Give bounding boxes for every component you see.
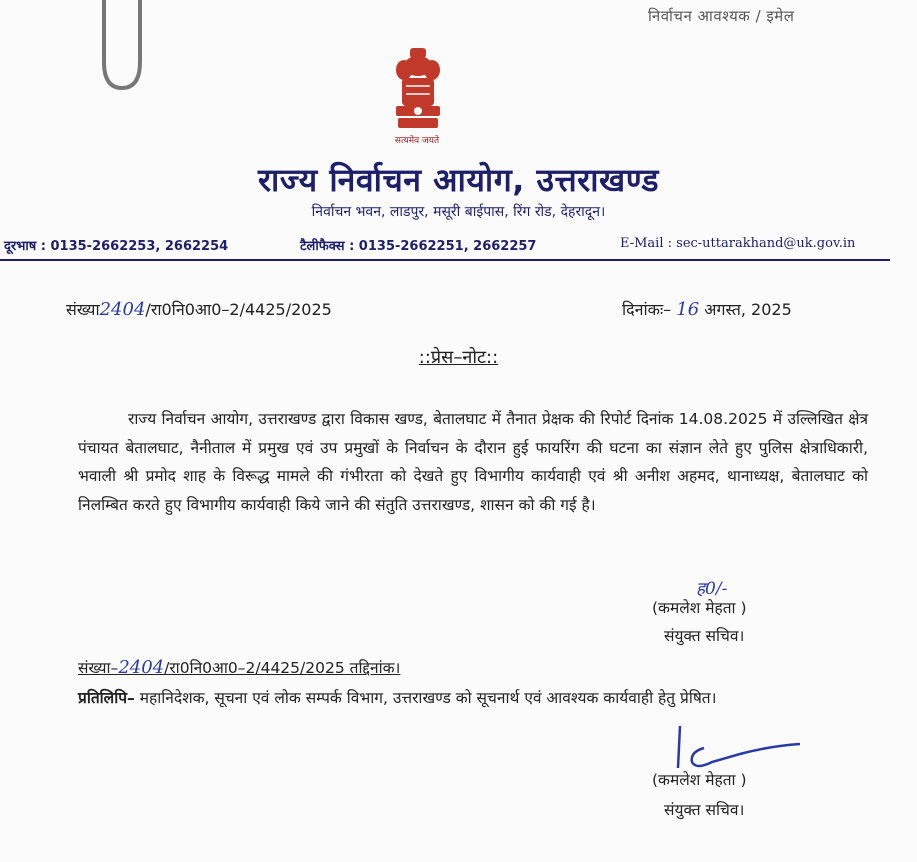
signed-mark: ह0/-	[696, 579, 728, 599]
national-emblem-icon	[388, 46, 448, 132]
date-label: दिनांकः–	[622, 300, 672, 319]
press-note-heading	[0, 345, 917, 369]
press-note-body	[78, 405, 868, 519]
date-day: 16	[676, 299, 700, 320]
copy-reference-suffix: /रा0नि0आ0–2/4425/2025 तद्दिनांक।	[164, 659, 401, 677]
signatory-name: (कमलेश मेहता )	[652, 599, 747, 617]
copy-reference-handwritten-number: 2404	[118, 657, 165, 678]
organization-address: निर्वाचन भवन, लाडपुर, मसूरी बाईपास, रिंग रोड, देहरादून।	[311, 204, 606, 220]
copy-to-section	[78, 684, 868, 712]
copy-reference-prefix: संख्या–	[78, 659, 119, 677]
press-note-label: ::प्रेस–नोट::	[418, 347, 499, 368]
telefax-numbers: टैलीफैक्स : 0135-2662251, 2662257	[300, 239, 537, 254]
phone-numbers: दूरभाष : 0135-2662253, 2662254	[4, 239, 229, 254]
emblem-motto: सत्यमेव जयते	[394, 136, 440, 146]
email-address: E-Mail : sec-uttarakhand@uk.gov.in	[620, 236, 856, 251]
reference-number	[66, 298, 332, 320]
organization-title: राज्य निर्वाचन आयोग, उत्तराखण्ड	[257, 161, 660, 199]
copy-text: महानिदेशक, सूचना एवं लोक सम्पर्क विभाग, उत्तराखण्ड को सूचनार्थ एवं आवश्यक कार्यवाही हेतु प्रेषित।	[139, 689, 717, 707]
document-date	[622, 298, 792, 320]
copy-reference-number	[78, 656, 400, 678]
paper-clip-icon	[96, 0, 156, 95]
reference-handwritten-number: 2404	[99, 299, 146, 320]
reference-suffix: /रा0नि0आ0–2/4425/2025	[145, 300, 332, 319]
signatory-designation-2: संयुक्त सचिव।	[664, 801, 745, 819]
signatory-name-2: (कमलेश मेहता )	[652, 771, 747, 789]
date-month-year: अगस्त, 2025	[704, 300, 792, 319]
signatory-designation: संयुक्त सचिव।	[664, 627, 745, 645]
body-paragraph: राज्य निर्वाचन आयोग, उत्तराखण्ड द्वारा विकास खण्ड, बेतालघाट में तैनात प्रेक्षक की रिपोर्ट दिनांक 14.08.2025 में उल्लिखित क्षेत्र पंचायत बेतालघाट, नैनीताल में प्रमुख एवं उप प्रमुखों के निर्वाचन के दौरान हुई फायरिंग की घटना का संज्ञान लेते हुए पुलिस क्षेत्राधिकारी, भवाली श्री प्रमोद शाह के विरूद्ध मामले की गंभीरता को देखते हुए विभागीय कार्यवाही एवं श्री अनीश अहमद, थानाध्यक्ष, बेतालघाट को निलम्बित करते हुए विभागीय कार्यवाही किये जाने की संतुति उत्तराखण्ड, शासन को की गई है।	[78, 410, 868, 514]
top-stamp-text: निर्वाचन आवश्यक / इमेल	[648, 7, 795, 25]
header-divider	[0, 259, 890, 261]
reference-prefix: संख्या	[66, 300, 100, 319]
copy-label: प्रतिलिपि–	[78, 689, 135, 707]
